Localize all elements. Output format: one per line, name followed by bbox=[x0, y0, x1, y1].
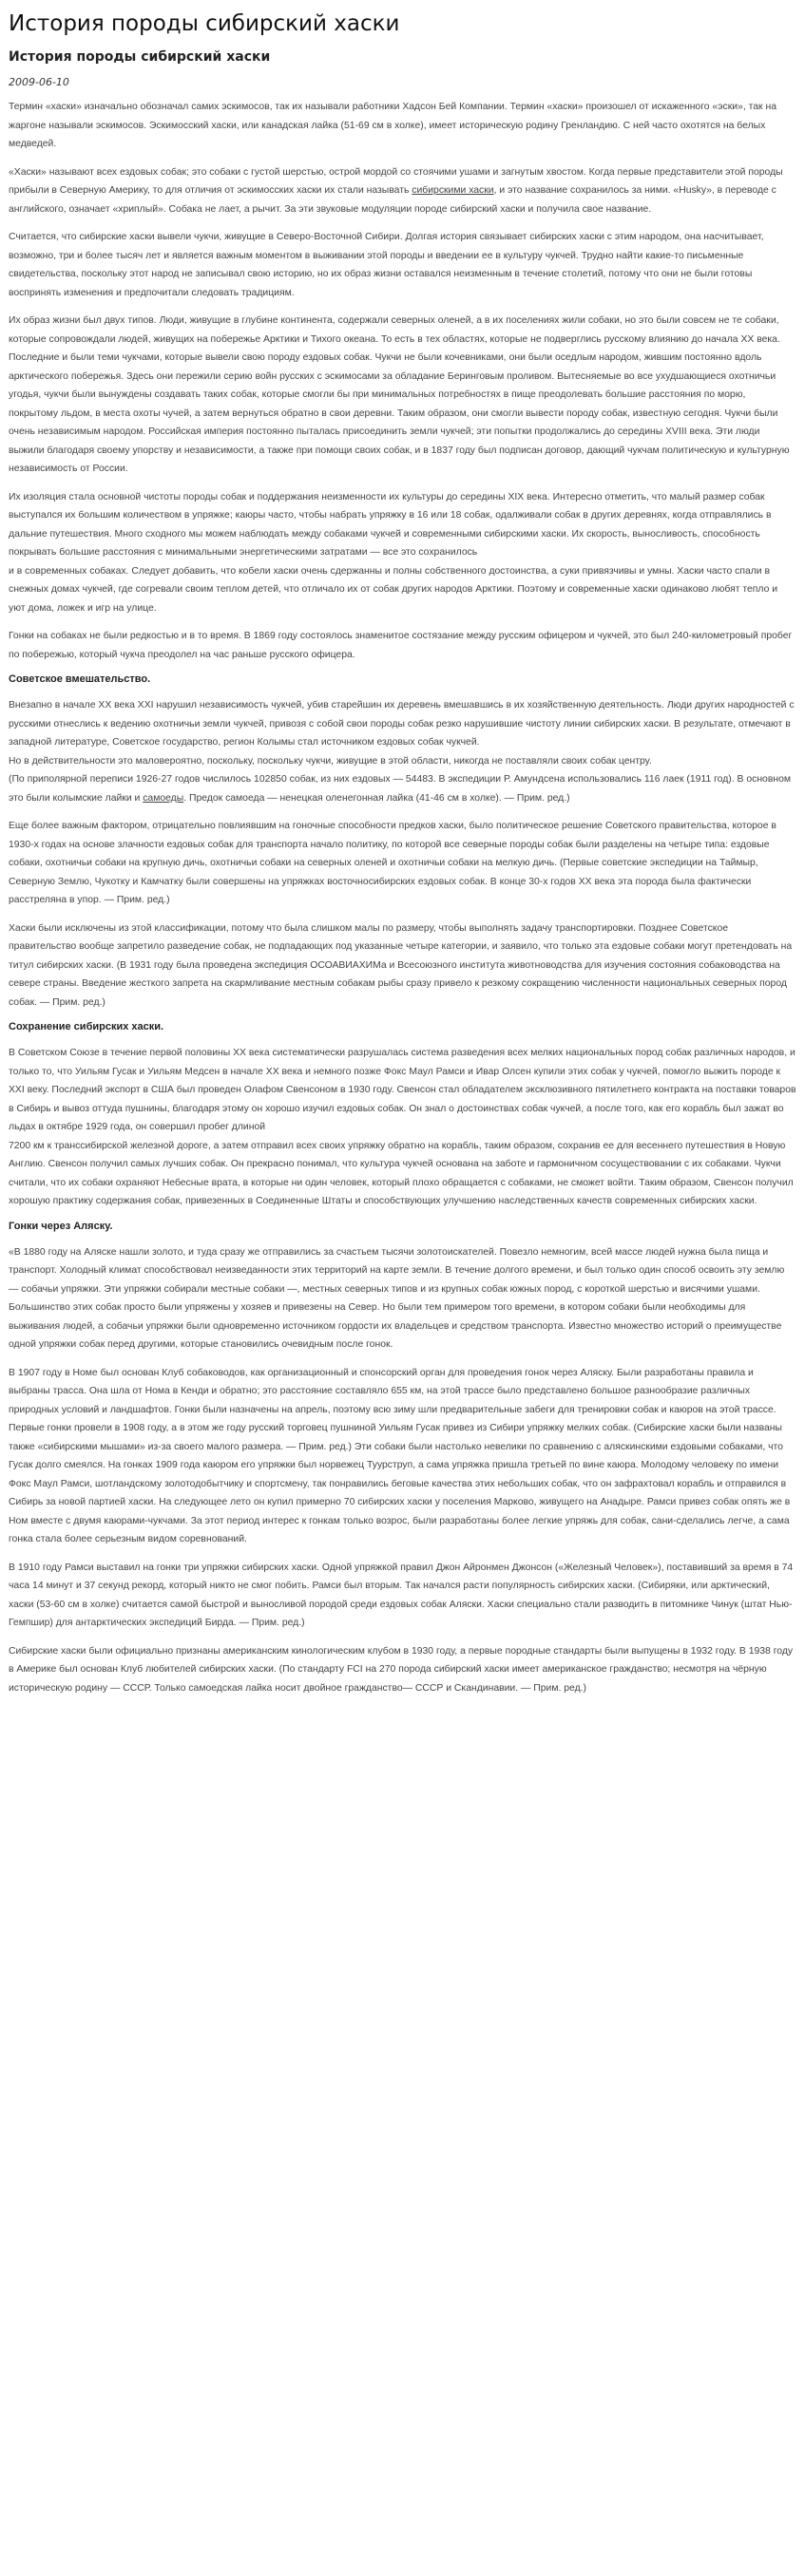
article-date: 2009-06-10 bbox=[9, 76, 69, 88]
paragraph: В 1910 году Рамси выставил на гонки три упряжки сибирских хаски. Одной упряжкой правил Джон Айронмен Джонсон («Железный Человек»), поставивший за время в 74 часа 14 минут и 37 секунд рекорд, который никто не смог побить. Рамси был вторым. Так начался расти популярность сибирских хаски. (Сибиряки, или арктический, хаски (53-60 см в холке) считается самой быстрой и выносливой породой среди ездовых собак Аляски. Хаски специально стали разводить в питомнике Чинук (штат Нью-Гемпшир) для антарктических экспедиций Бирда. — Прим. ред.) bbox=[9, 1562, 794, 1628]
paragraph: Но в действительности это маловероятно, поскольку, поскольку чукчи, живущие в этой области, никогда не поставляли своих собак центру. bbox=[9, 755, 652, 767]
paragraph: и в современных собаках. Следует добавить, что кобели хаски очень сдержанны и полны собственного достоинства, а суки привязчивы и умны. Хаски часто спали в снежных домах чукчей, где согревали своим теплом детей, что отличало их от собак других народов Арктики. Поэтому и современные хаски одинаково любят тепло и уют дома, ложек и игр на улице. bbox=[9, 565, 778, 614]
paragraph: В 1907 году в Номе был основан Клуб собаководов, как организационный и спонсорский орган для проведения гонок через Аляску. Были разработаны правила и выбраны трасса. Она шла от Нома в Кенди и обратно; это расстояние составляло 655 км, на этой трассе было представлено большое разнообразие различных природных условий и ландшафтов. Гонки были назначены на апрель, поэтому всю зиму шли предварительные забеги для тренировки собак и каюров на этой трассе. bbox=[9, 1367, 776, 1415]
paragraph: Их изоляция стала основной чистоты породы собак и поддержания неизменности их культуры до середины XIX века. Интересно отметить, что малый размер собак выступался их большим количеством в упряжке; каюры часто, чтобы набрать упряжку в 16 или 18 собак, одалживали собак в других деревнях, когда отправлялись в дальние путешествия. Много сходного мы можем наблюдать между собаками чукчей и современными сибирскими хаски. Их скорость, выносливость, способность покрывать большие расстояния с минимальными энергетическими затратами — все это сохранилось bbox=[9, 491, 772, 558]
paragraph: Первые гонки провели в 1908 году, а в этом же году русский торговец пушниной Уильям Гусак привез из Сибири упряжку мелких собак. (Сибирские хаски были названы также «сибирскими мышами» из-за своего малого размера. — Прим. ред.) Эти собаки были настолько невелики по сравнению с аляскинскими ездовыми собаками, что Гусак долго смеялся. На гонках 1909 года каюром его упряжки был норвежец Туурструп, а сама упряжка пришла третьей по вине каюра. Молодому человеку по имени Фокс Маул Рамси, шотландскому золотодобытчику и спортсмену, так понравились беговые качества этих небольших собак, что он зафрахтовал корабль и отправился в Сибирь за новой партией хаски. На следующее лето он купил примерно 70 сибирских хаски у поселения Марково, живущего на Анадыре. Рамси привез собак опять же в Ном вместе с двумя каюрами-чукчами. За этот период интерес к гонкам только возрос, были разработаны более легкие упряжь для собак, сани-сделались легче, а сама гонка стала более серьезным видом соревнований. bbox=[9, 1423, 791, 1544]
paragraph: Внезапно в начале XX века XXI нарушил независимость чукчей, убив старейшин их деревень вмешавшись в их хозяйственную деятельность. Люди других народностей с русскими отнеслись к ведению охотничьи земли чукчей, привозя с собой свои породы собак резко нарушившие чистоту линии сибирских хаски. В результате, отмечают в западной литературе, Советское государство, регион Колымы стал источником ездовых собак чукчей. bbox=[9, 700, 795, 748]
paragraph: (По приполярной переписи 1926-27 годов числилось 102850 собак, из них ездовых — 54483. В экспедиции Р. Амундсена использовались 116 лаек (1911 год). В основном это были колымские лайки и самоеды. Предок самоеда — ненецкая оленегонная лайка (41-46 см в холке). — Прим. ред.) bbox=[9, 774, 792, 804]
paragraph: Термин «хаски» изначально обозначал самих эскимосов, так их называли работники Хадсон Бей Компании. Термин «хаски» произошел от искаженного «эски», так на жаргоне называли эскимосов. Эскимосский хаски, или канадская лайка (51-69 см в холке), имеет историческую родину Гренландию. С ней часто охотятся на белых медведей. bbox=[9, 102, 776, 149]
paragraph: В Советском Союзе в течение первой половины XX века систематически разрушалась система разведения всех мелких национальных пород собак различных народов, и только то, что Уильям Гусак и Уильям Медсен в начале XX века и немного позже Фокс Маул Рамси и Ивар Олсен купили этих собак у чукчей, помогло выжить породе к XXI веку. Последний экспорт в США был проведен Олафом Свенсоном в 1930 году. Свенсон стал обладателем эксклюзивного пятилетнего контракта на поставки товаров в Сибирь и вывоз оттуда пушнины, благодаря этому он хорошо изучил ездовых собак. Он знал о достоинствах собак чукчей, а после того, как его корабль был зажат во льдах в октябре 1929 года, он совершил пробег длиной bbox=[9, 1048, 796, 1132]
paragraph: Хаски были исключены из этой классификации, потому что была слишком малы по размеру, чтобы выполнять задачу транспортировки. Позднее Советское правительство вообще запретило разведение собак, не подпадающих под указанные четыре категории, и заявило, что только эта ездовые собаки могут претендовать на титул сибирских хаски. (В 1931 году была проведена экспедиция ОСОАВИАХИМа и Всесоюзного института животноводства для изучения состояния собаководства на севере страны. Введение жесткого запрета на скармливание местным собакам рыбы сразу привело к резкому сокращению численности национальных северных пород собак. — Прим. ред.) bbox=[9, 922, 793, 1008]
paragraph: Считается, что сибирские хаски вывели чукчи, живущие в Северо-Восточной Сибири. Долгая история связывает сибирских хаски с этим народом, она насчитывает, возможно, три и более тысяч лет и является важным моментом в выживании этой породы и введении ее в культуру чукчей. Трудно найти какие-то письменные свидетельства, поскольку этот народ не записывал свою историю, но их образ жизни оставался неизменным в течение столетий, потому что они не были готовы воспринять изменения и предпочитали следовать традициям. bbox=[9, 232, 764, 298]
paragraph: Их образ жизни был двух типов. Люди, живущие в глубине континента, содержали северных оленей, а в их поселениях жили собаки, но это были совсем не те собаки, которые сопровождали людей, живущих на побережье Арктики и Тихого океана. То есть в тех областях, которые не подверглись русскому влиянию до начала XX века. Последние и были теми чукчами, которые вывели свою породу ездовых собак. Чукчи не были кочевниками, они были оседлым народом, жившим постоянно вдоль арктического побережья. Здесь они пережили серию войн русских с эскимосами за обладание Беринговым проливом. Вытесняемые во все ухудшающиеся охотничьи угодья, чукчи были вынуждены создавать таких собак, которые смогли бы при минимальных потребностях в пище преодолевать большие расстояния по морю, покрытому льдом, в места охоты чучей, а затем вернуться обратно в свои деревни. Таким образом, они смогли вывести породу собак, известную сегодня. Чукчи были очень независимым народом. Российская империя постоянно пыталась присоединить земли чукчей; эти попытки продолжались до середины XVIII века. Эти люди выжили благодаря своему упорству и независимости, а также при помощи своих собак, и в 1837 году был подписан договор, дающий чукчам политическую и культурную независимость от России. bbox=[9, 315, 790, 474]
section-title-soviet: Советское вмешательство. bbox=[9, 673, 151, 685]
paragraph: Гонки на собаках не были редкостью и в то время. В 1869 году состоялось знаменитое состязание между русским офицером и чукчей, это был 240-километровый пробег по побережью, который чукча преодолел на час раньше русского офицера. bbox=[9, 631, 793, 660]
paragraph: Сибирские хаски были официально признаны американским кинологическим клубом в 1930 году, а первые породные стандарты были выпущены в 1932 году. В 1938 году в Америке был основан Клуб любителей сибирских хаски. (По стандарту FCI на 270 порода сибирский хаски имеет американское гражданство; несмотря на чёрную историческую родину — СССР. Только самоедская лайка носит двойное гражданство— СССР и Скандинавии. — Прим. ред.) bbox=[9, 1645, 794, 1694]
paragraph: «В 1880 году на Аляске нашли золото, и туда сразу же отправились за счастьем тысячи золотоискателей. Повезло немногим, всей массе людей нужна была пища и транспорт. Холодный климат способствовал неизведанности этих территорий на карте земли. В течение долгого времени, и был только один способ освоить эту землю — собачьи упряжки. Эти упряжки собирали местные собаки —, местных северных типов и из крупных собак южных пород, с короткой шерстью и висячими ушами. Большинство этих собак просто были упряжены у хозяев и привезены на Север. Но были тем примером того времени, в котором собаки были необходимы для выживания людей, а собачьи упряжки были одновременно источником гордости их владельцев и средством транспорта. Известно множество историй о преимуществе одной упряжки собак перед другими, которые становились очевидным после гонок. bbox=[9, 1246, 785, 1350]
paragraph: Еще более важным фактором, отрицательно повлиявшим на гоночные способности предков хаски, было политическое решение Советского правительства, которое в 1930-х годах на основе злачности ездовых собак для транспорта начало политику, по которой все северные породы собак были разделены на четыре типа: ездовые собаки, охотничьи собаки на крупную дичь, охотничьи собаки на северных оленей и охотничьи собаки на мелкую дичь. (Первые советские экспедиции на Таймыр, Северную Землю, Чукотку и Камчатку были совершены на упряжках восточносибирских ездовых собак. В конце 30-х годов XX века эта порода была фактически расстреляна в упор. — Прим. ред.) bbox=[9, 821, 776, 905]
link-samoyeds[interactable]: самоеды bbox=[143, 792, 184, 804]
paragraph: «Хаски» называют всех ездовых собак; это собаки с густой шерстью, острой мордой со стоячими ушами и загнутым хвостом. Когда первые представители этой породы прибыли в Северную Америку, то для отличия от эскимосских хаски их стали называть сибирскими хаски, и это название сохранилось за ними. «Husky», в переводе с английского, означает «хриплый». Собака не лает, а рычит. За эти звуковые модуляции породе сибирский хаски и получила свое название. bbox=[9, 166, 783, 215]
paragraph: 7200 км к трансcибирской железной дороге, а затем отправил всех своих упряжку обратно на корабль, таким образом, сохранив ее для весеннего путешествия в Новую Англию. Свенсон получил самых лучших собак. Он прекрасно понимал, что культура чукчей основана на заботе и гармоничном сосуществовании с их собаками. Чукчи считали, что их собаки охраняют Небесные врата, в которые ни один человек, который плохо обращается с собаками, не сможет войти. Таким образом, Свенсон получил хорошую практику содержания собак, привезенных в Соединенные Штаты и способствующих улучшению наследственных качеств современных сибирских хаски. bbox=[9, 1140, 794, 1206]
section-title-alaska-races: Гонки через Аляску. bbox=[9, 1220, 113, 1232]
section-title-preservation: Сохранение сибирских хаски. bbox=[9, 1021, 164, 1032]
page-title: История породы сибирский хаски bbox=[9, 11, 400, 36]
link-siberian-husky[interactable]: сибирскими хаски bbox=[412, 185, 494, 196]
article-heading: История породы сибирский хаски bbox=[9, 49, 271, 65]
